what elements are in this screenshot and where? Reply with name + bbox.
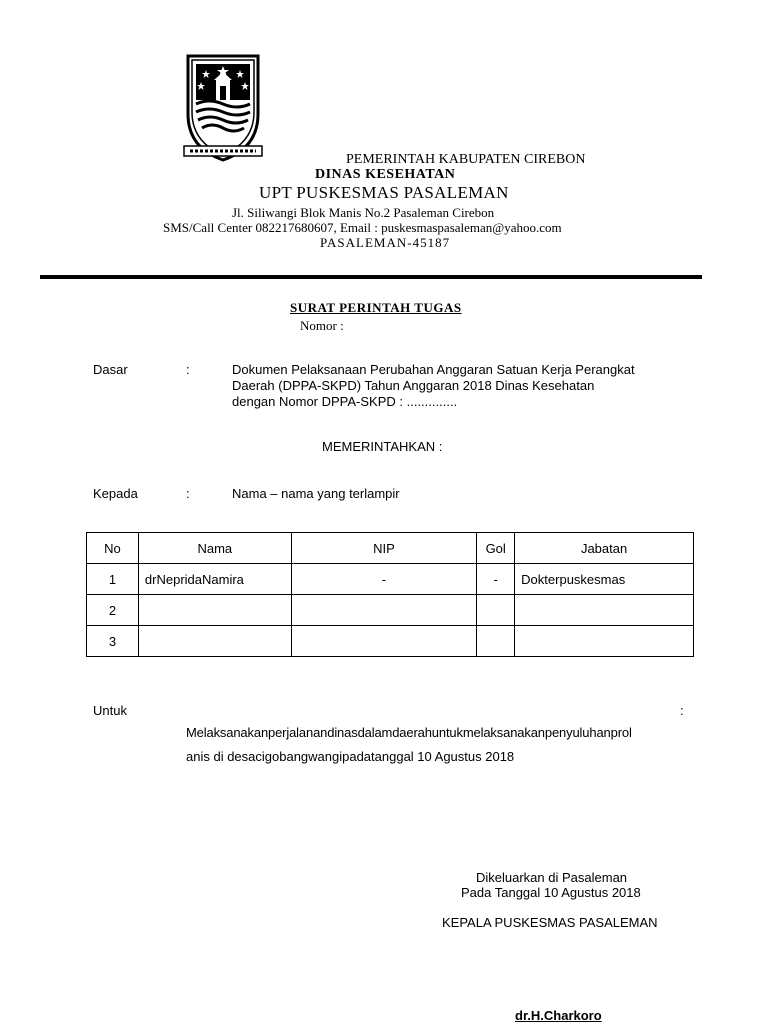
cell-nip bbox=[291, 626, 476, 657]
cirebon-regency-emblem-icon bbox=[182, 52, 264, 164]
letterhead-divider bbox=[40, 275, 702, 279]
cell-no: 3 bbox=[87, 626, 139, 657]
cell-no: 2 bbox=[87, 595, 139, 626]
cell-gol bbox=[477, 626, 515, 657]
dasar-colon: : bbox=[186, 362, 190, 377]
column-header-jabatan: Jabatan bbox=[515, 533, 694, 564]
cell-no: 1 bbox=[87, 564, 139, 595]
header-postal: PASALEMAN-45187 bbox=[320, 235, 451, 250]
memerintahkan-heading: MEMERINTAHKAN : bbox=[322, 439, 443, 454]
issued-date: Pada Tanggal 10 Agustus 2018 bbox=[461, 885, 641, 900]
cell-gol: - bbox=[477, 564, 515, 595]
kepada-value: Nama – nama yang terlampir bbox=[232, 486, 400, 501]
cell-nama bbox=[138, 595, 291, 626]
cell-nama bbox=[138, 626, 291, 657]
signatory-position: KEPALA PUSKESMAS PASALEMAN bbox=[442, 915, 658, 930]
cell-jabatan bbox=[515, 626, 694, 657]
table-header-row bbox=[87, 533, 694, 564]
table-row bbox=[87, 564, 694, 595]
kepada-label: Kepada bbox=[93, 486, 138, 501]
header-institution: UPT PUSKESMAS PASALEMAN bbox=[259, 183, 509, 202]
cell-nama: drNepridaNamira bbox=[138, 564, 291, 595]
header-address: Jl. Siliwangi Blok Manis No.2 Pasaleman Cirebon bbox=[232, 205, 495, 220]
header-government: PEMERINTAH KABUPATEN CIREBON bbox=[346, 152, 586, 167]
header-department: DINAS KESEHATAN bbox=[315, 167, 456, 182]
dasar-line-1: Dokumen Pelaksanaan Perubahan Anggaran Satuan Kerja Perangkat bbox=[232, 362, 635, 377]
cell-jabatan: Dokterpuskesmas bbox=[515, 564, 694, 595]
table-row bbox=[87, 595, 694, 626]
signatory-name: dr.H.Charkoro bbox=[515, 1008, 602, 1023]
dasar-line-3: dengan Nomor DPPA-SKPD : .............. bbox=[232, 394, 458, 409]
cell-nip: - bbox=[291, 564, 476, 595]
untuk-line-2: anis di desacigobangwangipadatanggal 10 Agustus 2018 bbox=[186, 749, 515, 764]
column-header-no: No bbox=[87, 533, 139, 564]
untuk-label: Untuk bbox=[93, 703, 127, 718]
header-contact: SMS/Call Center 082217680607, Email : puskesmaspasaleman@yahoo.com bbox=[163, 220, 562, 235]
document-number: Nomor : bbox=[300, 318, 344, 333]
cell-nip bbox=[291, 595, 476, 626]
kepada-colon: : bbox=[186, 486, 190, 501]
issued-place: Dikeluarkan di Pasaleman bbox=[476, 870, 628, 885]
dasar-line-2: Daerah (DPPA-SKPD) Tahun Anggaran 2018 Dinas Kesehatan bbox=[232, 378, 595, 393]
column-header-nip: NIP bbox=[291, 533, 476, 564]
cell-jabatan bbox=[515, 595, 694, 626]
column-header-gol: Gol bbox=[477, 533, 515, 564]
document-title: SURAT PERINTAH TUGAS bbox=[290, 300, 462, 315]
cell-gol bbox=[477, 595, 515, 626]
untuk-line-1: Melaksanakanperjalanandinasdalamdaerahuntukmelaksanakanpenyuluhanprol bbox=[186, 725, 632, 740]
untuk-colon: : bbox=[680, 703, 684, 718]
dasar-label: Dasar bbox=[93, 362, 128, 377]
table-row bbox=[87, 626, 694, 657]
personnel-table bbox=[86, 532, 694, 657]
column-header-nama: Nama bbox=[138, 533, 291, 564]
